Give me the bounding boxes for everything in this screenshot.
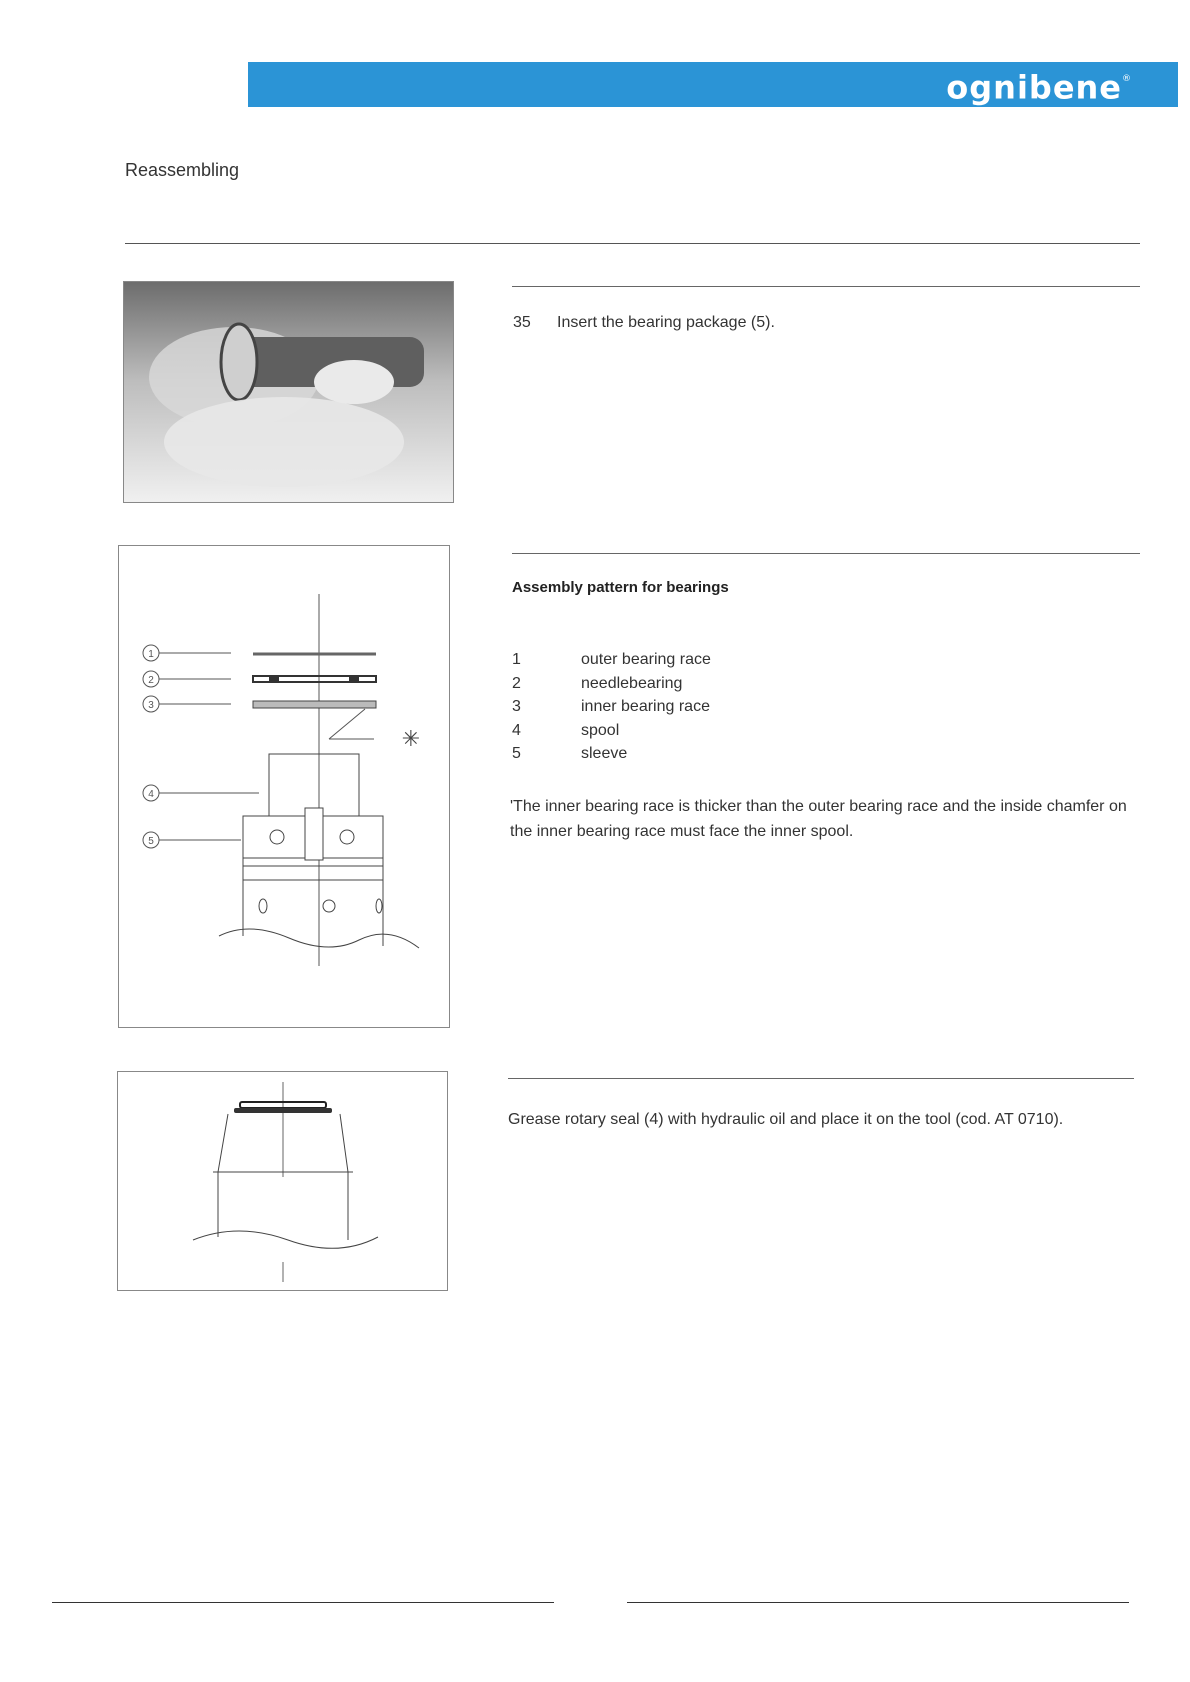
footer-rule-left [52,1602,554,1603]
grease-instruction: Grease rotary seal (4) with hydraulic oil and place it on the tool (cod. AT 0710). [508,1111,1064,1128]
step-35-divider [512,286,1140,287]
assembly-divider [512,553,1140,554]
rotary-seal-diagram [117,1071,448,1291]
section-divider [125,243,1140,244]
legend-item: 5 sleeve [512,745,628,762]
svg-text:4: 4 [148,789,154,800]
legend-item: 2 needlebearing [512,674,683,692]
assembly-diagram [118,545,450,1028]
rotary-seal-drawing [118,1072,447,1290]
assembly-heading: Assembly pattern for bearings [512,579,729,596]
callout-3 [143,696,376,712]
step-35-text: Insert the bearing package (5). [557,314,775,331]
callout-5 [143,832,241,848]
callout-4 [143,785,259,801]
assembly-note: 'The inner bearing race is thicker than the outer bearing race and the inside chamfer on the inner bearing race must face the inner spool. [510,798,1127,840]
asterisk-mark: ✳ [401,726,421,751]
callout-1 [143,645,376,661]
step-35 [513,314,775,332]
legend-item: 4 spool [512,721,620,739]
assembly-legend [512,648,711,766]
legend-item: 3 inner bearing race [512,698,710,715]
legend-item: 1 outer bearing race [512,651,711,668]
header-bar [248,62,1178,107]
svg-text:1: 1 [148,649,154,660]
callout-2 [143,671,376,687]
footer-rule-right [627,1602,1129,1603]
photo-bearing-package [123,281,454,503]
svg-text:2: 2 [148,675,154,686]
step-35-number: 35 [513,314,531,331]
svg-text:3: 3 [148,700,154,711]
brand-logo: ognibene® [946,68,1132,107]
hands-photo-illustration [124,282,453,502]
svg-text:5: 5 [148,836,154,847]
grease-divider [508,1078,1134,1079]
bearing-assembly-drawing [119,546,449,1027]
section-title: Reassembling [125,160,240,180]
